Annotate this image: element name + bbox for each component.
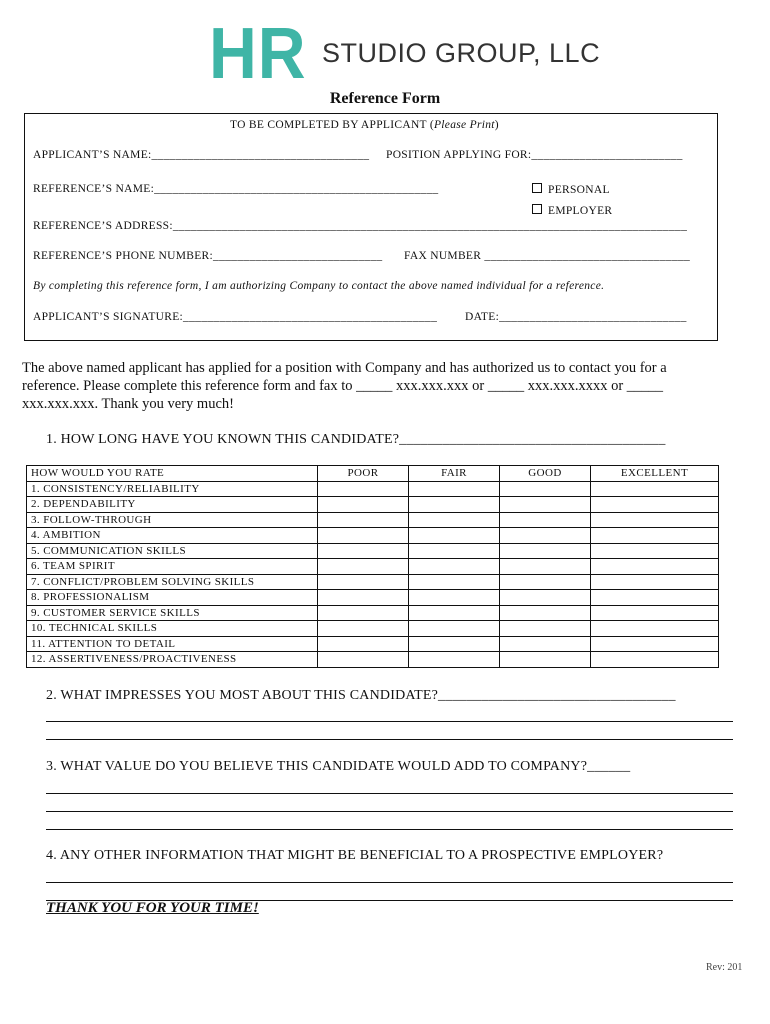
revision-label: Rev: 201 bbox=[706, 962, 743, 973]
table-row bbox=[27, 559, 719, 575]
rating-cell-excellent[interactable] bbox=[591, 497, 719, 513]
personal-option[interactable]: PERSONAL bbox=[532, 183, 610, 196]
rating-cell-excellent[interactable] bbox=[591, 574, 719, 590]
personal-checkbox[interactable] bbox=[532, 183, 542, 193]
rating-criterion: 12. ASSERTIVENESS/PROACTIVENESS bbox=[27, 652, 318, 668]
rating-criterion: 1. CONSISTENCY/RELIABILITY bbox=[27, 481, 318, 497]
rating-cell-poor[interactable] bbox=[318, 590, 409, 606]
rating-criterion: 2. DEPENDABILITY bbox=[27, 497, 318, 513]
authorization-statement: By completing this reference form, I am authorizing Company to contact the above named individual for a reference. bbox=[33, 280, 605, 292]
position-field[interactable]: POSITION APPLYING FOR:_________________________ bbox=[386, 149, 683, 161]
rating-cell-excellent[interactable] bbox=[591, 481, 719, 497]
employer-checkbox[interactable] bbox=[532, 204, 542, 214]
table-row bbox=[27, 574, 719, 590]
rating-table-header bbox=[27, 466, 719, 482]
rating-criterion: 7. CONFLICT/PROBLEM SOLVING SKILLS bbox=[27, 574, 318, 590]
rating-cell-fair[interactable] bbox=[409, 481, 500, 497]
rating-cell-poor[interactable] bbox=[318, 574, 409, 590]
rating-cell-poor[interactable] bbox=[318, 481, 409, 497]
table-row bbox=[27, 636, 719, 652]
table-row bbox=[27, 621, 719, 637]
rating-cell-good[interactable] bbox=[500, 481, 591, 497]
rating-criterion: 6. TEAM SPIRIT bbox=[27, 559, 318, 575]
rating-cell-good[interactable] bbox=[500, 512, 591, 528]
rating-criterion: 10. TECHNICAL SKILLS bbox=[27, 621, 318, 637]
table-row bbox=[27, 605, 719, 621]
answer-line[interactable] bbox=[46, 721, 733, 722]
rating-cell-poor[interactable] bbox=[318, 559, 409, 575]
rating-cell-good[interactable] bbox=[500, 497, 591, 513]
rating-cell-fair[interactable] bbox=[409, 528, 500, 544]
question-1[interactable]: 1. HOW LONG HAVE YOU KNOWN THIS CANDIDATE?_____________________________________ bbox=[46, 432, 666, 447]
rating-cell-excellent[interactable] bbox=[591, 590, 719, 606]
rating-criterion: 11. ATTENTION TO DETAIL bbox=[27, 636, 318, 652]
rating-cell-fair[interactable] bbox=[409, 605, 500, 621]
rating-cell-excellent[interactable] bbox=[591, 621, 719, 637]
answer-line[interactable] bbox=[46, 793, 733, 794]
employer-option[interactable]: EMPLOYER bbox=[532, 204, 612, 217]
rating-table bbox=[26, 465, 719, 668]
rating-header-cell: HOW WOULD YOU RATE bbox=[27, 466, 318, 482]
intro-paragraph: The above named applicant has applied for a position with Company and has authorized us to contact you for a reference. Please complete this reference form and fax to _____ xxx.xxx.xxx or _____ xxx.xxx.xxxx or _____ xxx.xxx.xxx. Thank you very much! bbox=[22, 360, 667, 412]
closing-text: THANK YOU FOR YOUR TIME! bbox=[46, 900, 259, 916]
rating-cell-poor[interactable] bbox=[318, 543, 409, 559]
rating-cell-good[interactable] bbox=[500, 636, 591, 652]
applicant-name-field[interactable]: APPLICANT’S NAME:____________________________________ bbox=[33, 149, 370, 161]
rating-cell-poor[interactable] bbox=[318, 512, 409, 528]
question-3[interactable]: 3. WHAT VALUE DO YOU BELIEVE THIS CANDIDATE WOULD ADD TO COMPANY?______ bbox=[46, 759, 631, 774]
rating-cell-poor[interactable] bbox=[318, 605, 409, 621]
rating-cell-fair[interactable] bbox=[409, 543, 500, 559]
table-row bbox=[27, 528, 719, 544]
rating-cell-good[interactable] bbox=[500, 590, 591, 606]
rating-cell-excellent[interactable] bbox=[591, 652, 719, 668]
rating-cell-fair[interactable] bbox=[409, 559, 500, 575]
rating-cell-poor[interactable] bbox=[318, 621, 409, 637]
rating-cell-fair[interactable] bbox=[409, 497, 500, 513]
applicant-section bbox=[24, 113, 718, 341]
date-field[interactable]: DATE:_______________________________ bbox=[465, 311, 687, 323]
table-row bbox=[27, 652, 719, 668]
answer-line[interactable] bbox=[46, 829, 733, 830]
rating-header-cell: POOR bbox=[318, 466, 409, 482]
rating-cell-poor[interactable] bbox=[318, 497, 409, 513]
logo-company-name: STUDIO GROUP, LLC bbox=[322, 38, 601, 68]
rating-cell-fair[interactable] bbox=[409, 621, 500, 637]
reference-name-field[interactable]: REFERENCE’S NAME:_______________________________________________ bbox=[33, 183, 439, 195]
table-row bbox=[27, 512, 719, 528]
rating-cell-good[interactable] bbox=[500, 543, 591, 559]
signature-field[interactable]: APPLICANT’S SIGNATURE:__________________________________________ bbox=[33, 311, 438, 323]
question-2[interactable]: 2. WHAT IMPRESSES YOU MOST ABOUT THIS CANDIDATE?_________________________________ bbox=[46, 688, 676, 703]
rating-criterion: 9. CUSTOMER SERVICE SKILLS bbox=[27, 605, 318, 621]
rating-cell-fair[interactable] bbox=[409, 652, 500, 668]
rating-cell-good[interactable] bbox=[500, 621, 591, 637]
rating-cell-excellent[interactable] bbox=[591, 559, 719, 575]
rating-criterion: 3. FOLLOW-THROUGH bbox=[27, 512, 318, 528]
rating-cell-excellent[interactable] bbox=[591, 605, 719, 621]
rating-cell-poor[interactable] bbox=[318, 636, 409, 652]
question-4[interactable]: 4. ANY OTHER INFORMATION THAT MIGHT BE BENEFICIAL TO A PROSPECTIVE EMPLOYER? bbox=[46, 848, 664, 863]
logo-hr-mark: HR bbox=[209, 14, 307, 94]
rating-cell-excellent[interactable] bbox=[591, 528, 719, 544]
rating-cell-excellent[interactable] bbox=[591, 636, 719, 652]
answer-line[interactable] bbox=[46, 739, 733, 740]
rating-cell-fair[interactable] bbox=[409, 636, 500, 652]
page-title: Reference Form bbox=[329, 90, 441, 107]
rating-header-cell: EXCELLENT bbox=[591, 466, 719, 482]
table-row bbox=[27, 543, 719, 559]
answer-line[interactable] bbox=[46, 811, 733, 812]
rating-cell-good[interactable] bbox=[500, 605, 591, 621]
rating-header-cell: GOOD bbox=[500, 466, 591, 482]
table-row bbox=[27, 481, 719, 497]
rating-criterion: 8. PROFESSIONALISM bbox=[27, 590, 318, 606]
rating-cell-good[interactable] bbox=[500, 652, 591, 668]
table-row bbox=[27, 497, 719, 513]
table-row bbox=[27, 590, 719, 606]
rating-cell-fair[interactable] bbox=[409, 590, 500, 606]
phone-field[interactable]: REFERENCE’S PHONE NUMBER:____________________________ bbox=[33, 250, 383, 262]
applicant-instruction: TO BE COMPLETED BY APPLICANT (Please Print) bbox=[230, 119, 499, 131]
rating-cell-excellent[interactable] bbox=[591, 512, 719, 528]
rating-cell-fair[interactable] bbox=[409, 574, 500, 590]
rating-cell-poor[interactable] bbox=[318, 528, 409, 544]
rating-cell-good[interactable] bbox=[500, 574, 591, 590]
reference-address-field[interactable]: REFERENCE’S ADDRESS:_____________________________________________________________________________________ bbox=[33, 220, 688, 232]
rating-cell-good[interactable] bbox=[500, 528, 591, 544]
fax-field[interactable]: FAX NUMBER __________________________________ bbox=[404, 250, 691, 262]
rating-criterion: 4. AMBITION bbox=[27, 528, 318, 544]
rating-header-cell: FAIR bbox=[409, 466, 500, 482]
rating-cell-excellent[interactable] bbox=[591, 543, 719, 559]
rating-cell-good[interactable] bbox=[500, 559, 591, 575]
rating-criterion: 5. COMMUNICATION SKILLS bbox=[27, 543, 318, 559]
rating-cell-poor[interactable] bbox=[318, 652, 409, 668]
rating-cell-fair[interactable] bbox=[409, 512, 500, 528]
answer-line[interactable] bbox=[46, 882, 733, 883]
